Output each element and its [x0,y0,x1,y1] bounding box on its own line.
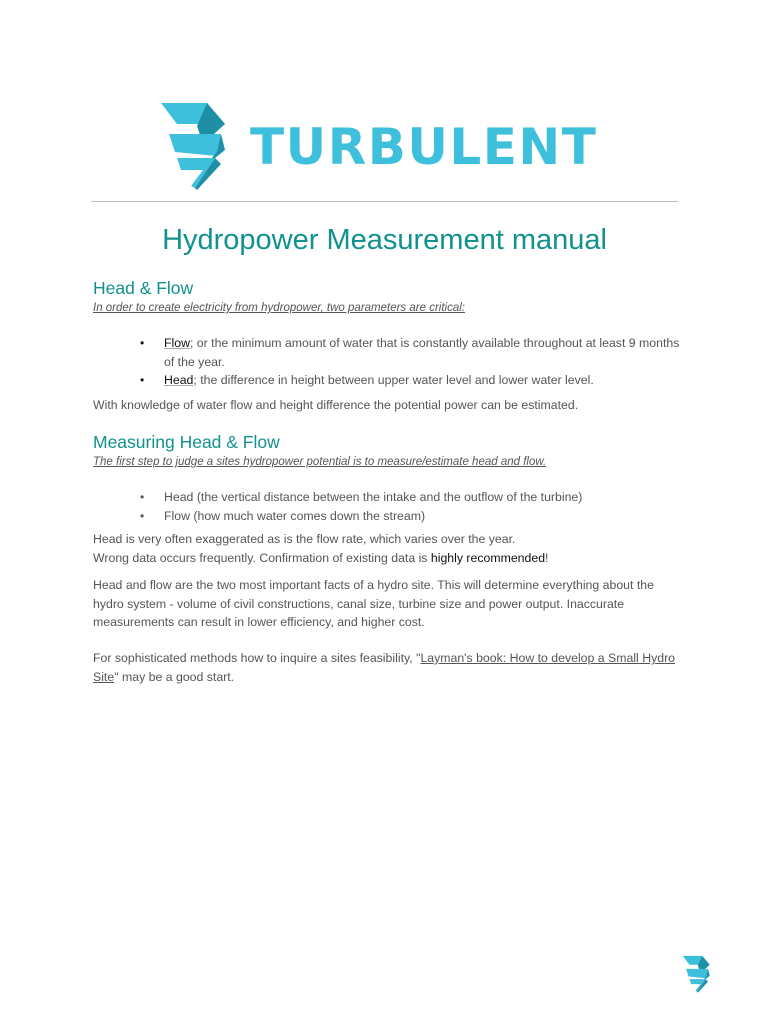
paragraph-potential-power: With knowledge of water flow and height difference the potential power can be estimated. [93,398,579,412]
term-flow: Flow [164,336,190,350]
paragraph-data-warning [93,530,683,567]
list-item: • Head (the vertical distance between the intake and the outflow of the turbine) [164,488,684,507]
section-heading-measuring: Measuring Head & Flow [93,432,280,452]
paragraph-line: Head is very often exaggerated as is the flow rate, which varies over the year. [93,532,516,546]
section-intro: In order to create electricity from hydropower, two parameters are critical: [93,302,465,314]
page-title: Hydropower Measurement manual [162,224,607,256]
definition-head: ; the difference in height between upper water level and lower water level. [193,373,594,387]
turbulent-swirl-icon [157,100,247,192]
list-item [164,334,684,371]
turbulent-logo [157,100,627,192]
list-item: • Flow (how much water comes down the stream) [164,507,684,526]
paragraph-line: Wrong data occurs frequently. Confirmation of existing data is [93,550,431,565]
turbulent-swirl-icon [681,951,719,997]
section-intro: The first step to judge a sites hydropower potential is to measure/estimate head and flow. [93,456,547,468]
paragraph-further-reading [93,649,683,686]
header-divider [91,201,678,202]
paragraph-line-end: ! [545,550,549,565]
list-item [164,371,684,390]
laymans-book-link[interactable]: Layman's book: How to develop a Small Hydro Site [93,651,675,684]
paragraph-text: " may be a good start. [114,669,235,684]
section-heading-head-flow: Head & Flow [93,278,194,298]
paragraph-text: For sophisticated methods how to inquire a sites feasibility, " [93,651,421,665]
paragraph-site-facts: Head and flow are the two most important facts of a hydro site. This will determine everything about the hydro system - volume of civil constructions, canal size, turbine size and power output. Inaccurate measurements can result in lower efficiency, and higher cost. [93,578,654,629]
brand-name: TURBULENT [250,118,598,176]
definition-flow: ; or the minimum amount of water that is constantly available throughout at least 9 months of the year. [164,336,680,369]
emphasis-text: highly recommended [430,550,546,565]
footer-logo [681,951,719,997]
measure-list [164,488,684,525]
term-head: Head [164,373,194,387]
parameter-list [164,334,684,390]
